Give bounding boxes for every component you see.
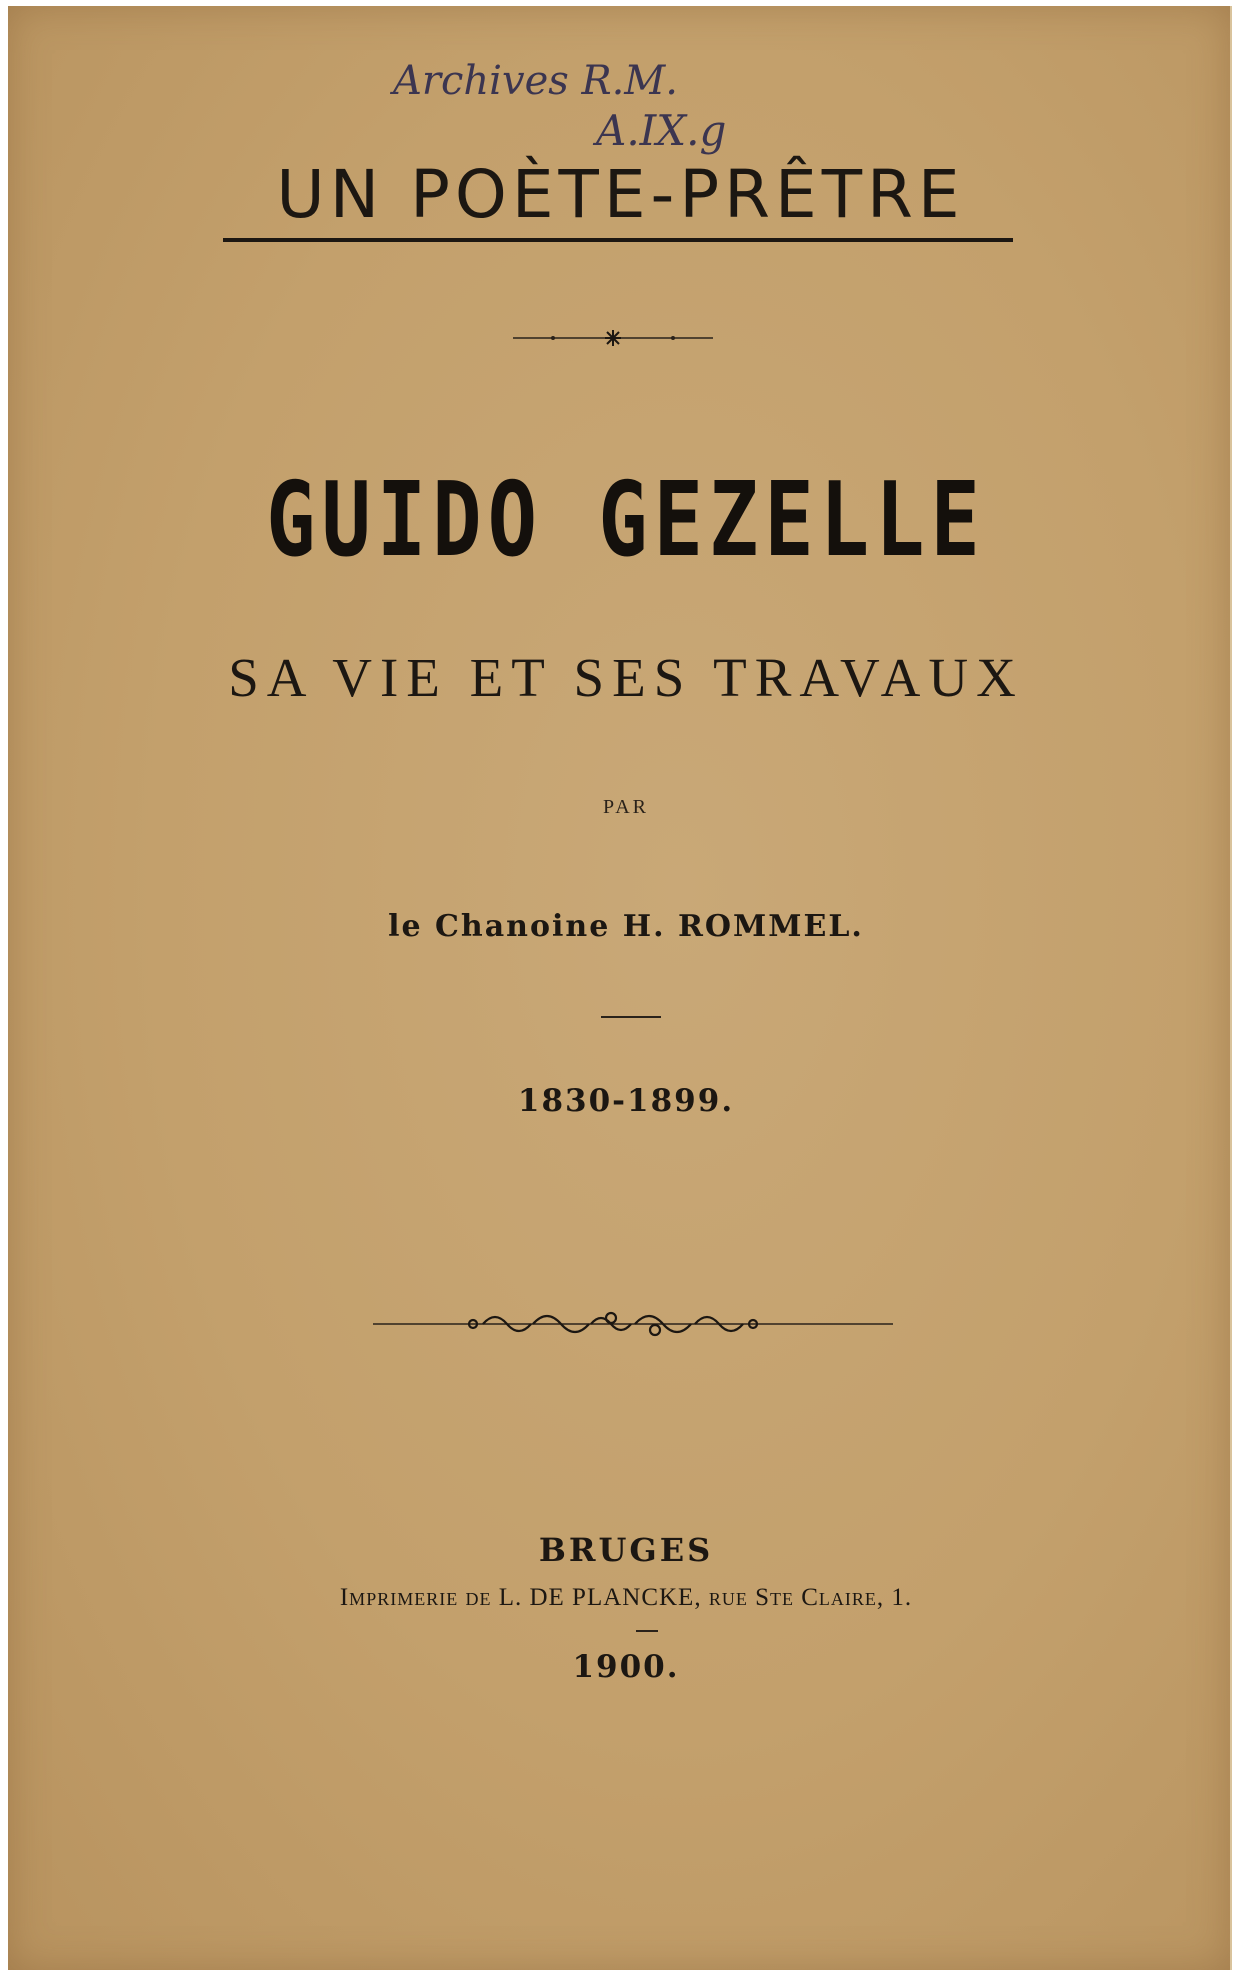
- handwritten-archive-note: Archives R.M.: [393, 58, 678, 104]
- book-subtitle: SA VIE ET SES TRAVAUX: [228, 647, 1024, 708]
- handwritten-shelf-mark-text: A.IX.g: [596, 106, 727, 155]
- imprint-divider: [636, 1630, 658, 1632]
- printer-line: Imprimerie de L. DE PLANCKE, rue Ste Claire, 1.: [339, 1584, 913, 1611]
- handwritten-shelf-mark: [596, 106, 726, 155]
- by-label: PAR: [602, 796, 650, 818]
- series-title: UN POÈTE-PRÊTRE: [276, 156, 965, 233]
- star-ornament-icon: [513, 328, 713, 348]
- life-dates: 1830-1899.: [517, 1083, 735, 1119]
- book-cover: [8, 6, 1232, 1970]
- divider-rule: [601, 1016, 661, 1018]
- book-title: GUIDO GEZELLE: [266, 461, 986, 580]
- publication-city: BRUGES: [538, 1531, 714, 1569]
- publication-year: 1900.: [572, 1649, 680, 1685]
- scroll-ornament-icon: [373, 1304, 893, 1344]
- series-title-underline: [223, 238, 1013, 242]
- author-name: le Chanoine H. ROMMEL.: [388, 909, 864, 944]
